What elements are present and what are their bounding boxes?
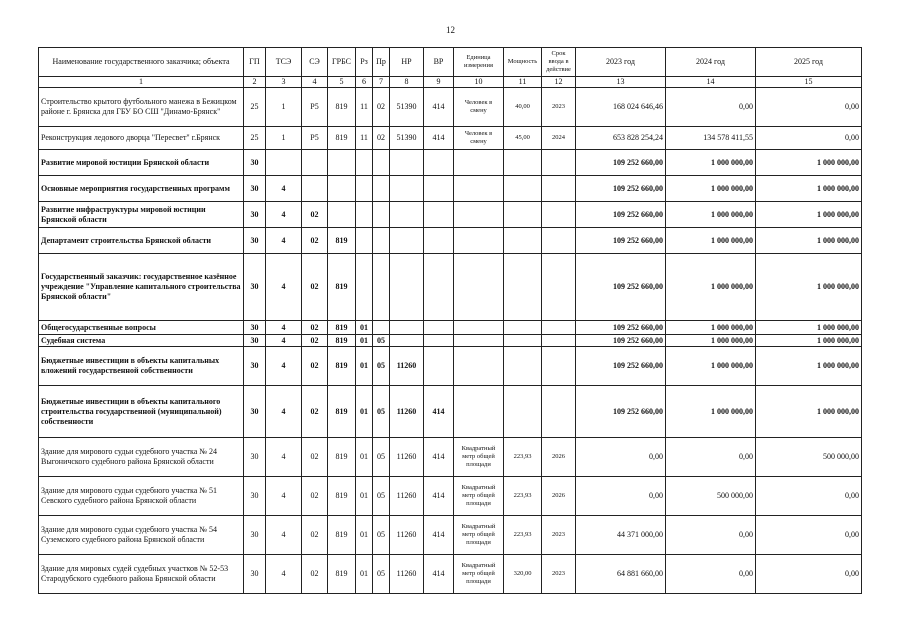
cell-power [504, 176, 542, 202]
cell-vr [424, 228, 454, 254]
cell-2023: 0,00 [576, 477, 666, 516]
col-header-unit: Единица измерения [454, 48, 504, 77]
cell-power [504, 202, 542, 228]
cell-2023: 168 024 646,46 [576, 88, 666, 127]
cell-tse: 4 [266, 202, 302, 228]
cell-nr [390, 176, 424, 202]
cell-pr [373, 202, 390, 228]
cell-power [504, 228, 542, 254]
cell-nr [390, 335, 424, 347]
column-index-row [39, 77, 862, 88]
cell-se: 02 [302, 477, 328, 516]
cell-tse: 4 [266, 555, 302, 594]
cell-term [542, 228, 576, 254]
cell-2025: 1 000 000,00 [756, 202, 862, 228]
cell-se: 02 [302, 321, 328, 335]
cell-nr [390, 254, 424, 321]
cell-gp: 30 [244, 347, 266, 386]
cell-vr [424, 150, 454, 176]
cell-power [504, 254, 542, 321]
cell-vr: 414 [424, 555, 454, 594]
cell-term [542, 254, 576, 321]
cell-pr: 02 [373, 127, 390, 150]
cell-2024: 1 000 000,00 [666, 347, 756, 386]
cell-rz [356, 150, 373, 176]
table-row [39, 202, 862, 228]
cell-pr [373, 150, 390, 176]
cell-2024: 134 578 411,55 [666, 127, 756, 150]
cell-power [504, 335, 542, 347]
cell-tse: 4 [266, 438, 302, 477]
cell-grbs: 819 [328, 386, 356, 438]
cell-vr [424, 254, 454, 321]
cell-2025: 0,00 [756, 516, 862, 555]
cell-se: 02 [302, 228, 328, 254]
cell-power: 320,00 [504, 555, 542, 594]
cell-unit [454, 254, 504, 321]
cell-2025: 1 000 000,00 [756, 254, 862, 321]
cell-2025: 1 000 000,00 [756, 335, 862, 347]
cell-2023: 109 252 660,00 [576, 386, 666, 438]
cell-2023: 109 252 660,00 [576, 202, 666, 228]
cell-tse: 4 [266, 254, 302, 321]
cell-gp: 30 [244, 202, 266, 228]
col-header-tse: ТСЭ [266, 48, 302, 77]
cell-term: 2023 [542, 88, 576, 127]
cell-vr [424, 202, 454, 228]
cell-power: 223,93 [504, 438, 542, 477]
cell-power [504, 150, 542, 176]
cell-gp: 30 [244, 254, 266, 321]
cell-2024: 1 000 000,00 [666, 176, 756, 202]
cell-2023: 109 252 660,00 [576, 321, 666, 335]
cell-tse: 1 [266, 127, 302, 150]
cell-2024: 0,00 [666, 88, 756, 127]
cell-gp: 30 [244, 321, 266, 335]
col-header-rz: Рз [356, 48, 373, 77]
cell-grbs: 819 [328, 127, 356, 150]
cell-name: Развитие инфраструктуры мировой юстиции Брянской области [39, 202, 244, 228]
cell-rz: 01 [356, 347, 373, 386]
cell-vr [424, 335, 454, 347]
cell-term [542, 202, 576, 228]
cell-term [542, 386, 576, 438]
cell-unit: Квадратный метр общей площади [454, 438, 504, 477]
cell-2023: 109 252 660,00 [576, 254, 666, 321]
col-index: 13 [576, 77, 666, 88]
table-row [39, 555, 862, 594]
cell-2024: 500 000,00 [666, 477, 756, 516]
cell-pr: 05 [373, 335, 390, 347]
cell-tse: 4 [266, 477, 302, 516]
col-header-2024: 2024 год [666, 48, 756, 77]
cell-power [504, 321, 542, 335]
cell-vr [424, 321, 454, 335]
cell-vr: 414 [424, 438, 454, 477]
cell-rz [356, 228, 373, 254]
cell-unit: Квадратный метр общей площади [454, 555, 504, 594]
cell-unit: Человек в смену [454, 88, 504, 127]
table-row [39, 386, 862, 438]
cell-name: Здание для мирового судьи судебного участка № 51 Севского судебного района Брянской области [39, 477, 244, 516]
cell-unit [454, 386, 504, 438]
cell-rz: 01 [356, 438, 373, 477]
cell-2025: 0,00 [756, 555, 862, 594]
cell-unit: Квадратный метр общей площади [454, 477, 504, 516]
col-index: 15 [756, 77, 862, 88]
cell-2025: 1 000 000,00 [756, 176, 862, 202]
cell-term: 2026 [542, 438, 576, 477]
col-header-grbs: ГРБС [328, 48, 356, 77]
cell-name: Основные мероприятия государственных программ [39, 176, 244, 202]
cell-term: 2024 [542, 127, 576, 150]
table-row [39, 438, 862, 477]
cell-term: 2026 [542, 477, 576, 516]
col-index: 1 [39, 77, 244, 88]
cell-grbs: 819 [328, 555, 356, 594]
cell-nr [390, 228, 424, 254]
cell-tse: 4 [266, 386, 302, 438]
cell-term [542, 321, 576, 335]
page-number: 12 [446, 25, 455, 35]
cell-2023: 0,00 [576, 438, 666, 477]
col-header-2023: 2023 год [576, 48, 666, 77]
cell-nr: 11260 [390, 477, 424, 516]
cell-name: Государственный заказчик: государственное казённое учреждение "Управление капитального строительства Брянской области" [39, 254, 244, 321]
cell-name: Судебная система [39, 335, 244, 347]
cell-unit: Квадратный метр общей площади [454, 516, 504, 555]
cell-grbs [328, 176, 356, 202]
cell-unit [454, 202, 504, 228]
cell-gp: 30 [244, 228, 266, 254]
cell-unit [454, 321, 504, 335]
cell-2025: 1 000 000,00 [756, 386, 862, 438]
cell-power: 40,00 [504, 88, 542, 127]
cell-nr: 11260 [390, 555, 424, 594]
col-index: 4 [302, 77, 328, 88]
table-row [39, 176, 862, 202]
cell-name: Здание для мирового судьи судебного участка № 24 Выгоничского судебного района Брянской области [39, 438, 244, 477]
cell-se: 02 [302, 202, 328, 228]
cell-nr: 11260 [390, 516, 424, 555]
cell-term [542, 176, 576, 202]
cell-rz [356, 176, 373, 202]
cell-grbs: 819 [328, 516, 356, 555]
cell-grbs [328, 150, 356, 176]
cell-name: Здание для мирового судьи судебного участка № 54 Суземского судебного района Брянской области [39, 516, 244, 555]
cell-nr: 11260 [390, 386, 424, 438]
cell-nr: 51390 [390, 88, 424, 127]
cell-power: 223,93 [504, 516, 542, 555]
cell-gp: 30 [244, 386, 266, 438]
cell-rz: 01 [356, 516, 373, 555]
cell-rz [356, 254, 373, 321]
cell-2023: 109 252 660,00 [576, 228, 666, 254]
cell-vr [424, 176, 454, 202]
table-row [39, 321, 862, 335]
cell-pr: 05 [373, 477, 390, 516]
cell-nr: 11260 [390, 438, 424, 477]
cell-2024: 0,00 [666, 555, 756, 594]
col-header-term: Срок ввода в действие [542, 48, 576, 77]
col-index: 11 [504, 77, 542, 88]
cell-se [302, 150, 328, 176]
cell-power [504, 347, 542, 386]
cell-name: Здание для мировых судей судебных участков № 52-53 Стародубского судебного района Брянской области [39, 555, 244, 594]
cell-2024: 0,00 [666, 438, 756, 477]
cell-pr: 05 [373, 438, 390, 477]
cell-tse: 4 [266, 516, 302, 555]
cell-2023: 653 828 254,24 [576, 127, 666, 150]
cell-se [302, 176, 328, 202]
cell-vr: 414 [424, 386, 454, 438]
cell-2023: 109 252 660,00 [576, 150, 666, 176]
cell-grbs: 819 [328, 477, 356, 516]
cell-gp: 25 [244, 88, 266, 127]
header-row [39, 48, 862, 77]
table-row [39, 347, 862, 386]
cell-name: Реконструкция ледового дворца "Пересвет" г.Брянск [39, 127, 244, 150]
cell-gp: 30 [244, 477, 266, 516]
cell-2025: 500 000,00 [756, 438, 862, 477]
table-row [39, 254, 862, 321]
cell-2025: 1 000 000,00 [756, 321, 862, 335]
cell-pr [373, 254, 390, 321]
cell-vr [424, 347, 454, 386]
cell-grbs: 819 [328, 335, 356, 347]
cell-se: 02 [302, 335, 328, 347]
table-row [39, 150, 862, 176]
cell-unit [454, 347, 504, 386]
cell-nr [390, 321, 424, 335]
cell-grbs: 819 [328, 438, 356, 477]
cell-vr: 414 [424, 516, 454, 555]
cell-gp: 30 [244, 176, 266, 202]
cell-2024: 1 000 000,00 [666, 386, 756, 438]
cell-2024: 0,00 [666, 516, 756, 555]
cell-name: Развитие мировой юстиции Брянской области [39, 150, 244, 176]
cell-rz: 01 [356, 321, 373, 335]
col-header-2025: 2025 год [756, 48, 862, 77]
col-header-gp: ГП [244, 48, 266, 77]
cell-rz: 01 [356, 335, 373, 347]
cell-gp: 30 [244, 438, 266, 477]
cell-tse [266, 150, 302, 176]
cell-2024: 1 000 000,00 [666, 335, 756, 347]
cell-name: Бюджетные инвестиции в объекты капитального строительства государственной (муниципальной) собственности [39, 386, 244, 438]
cell-name: Строительство крытого футбольного манежа в Бежицком районе г. Брянска для ГБУ БО СШ "Динамо-Брянск" [39, 88, 244, 127]
col-index: 9 [424, 77, 454, 88]
col-header-pr: Пр [373, 48, 390, 77]
cell-2024: 1 000 000,00 [666, 228, 756, 254]
cell-rz: 01 [356, 555, 373, 594]
cell-gp: 30 [244, 335, 266, 347]
cell-2024: 1 000 000,00 [666, 321, 756, 335]
cell-se: 02 [302, 254, 328, 321]
cell-se: 02 [302, 555, 328, 594]
cell-nr [390, 202, 424, 228]
cell-2025: 0,00 [756, 88, 862, 127]
table-row [39, 127, 862, 150]
cell-2025: 1 000 000,00 [756, 150, 862, 176]
cell-name: Департамент строительства Брянской области [39, 228, 244, 254]
cell-pr: 02 [373, 88, 390, 127]
cell-term: 2023 [542, 516, 576, 555]
cell-tse: 4 [266, 228, 302, 254]
cell-pr [373, 228, 390, 254]
cell-vr: 414 [424, 88, 454, 127]
table-row [39, 88, 862, 127]
cell-2025: 0,00 [756, 477, 862, 516]
cell-nr [390, 150, 424, 176]
cell-grbs: 819 [328, 228, 356, 254]
cell-2024: 1 000 000,00 [666, 150, 756, 176]
table-row [39, 477, 862, 516]
cell-power: 45,00 [504, 127, 542, 150]
cell-gp: 30 [244, 555, 266, 594]
cell-pr: 05 [373, 555, 390, 594]
table-row [39, 228, 862, 254]
cell-gp: 25 [244, 127, 266, 150]
cell-2023: 109 252 660,00 [576, 347, 666, 386]
cell-pr: 05 [373, 386, 390, 438]
table-row [39, 516, 862, 555]
cell-pr: 05 [373, 516, 390, 555]
cell-gp: 30 [244, 150, 266, 176]
cell-term [542, 150, 576, 176]
cell-tse: 4 [266, 335, 302, 347]
col-index: 2 [244, 77, 266, 88]
investment-table [38, 47, 862, 594]
cell-2023: 64 881 660,00 [576, 555, 666, 594]
cell-2024: 1 000 000,00 [666, 202, 756, 228]
cell-rz: 11 [356, 127, 373, 150]
cell-pr [373, 321, 390, 335]
cell-name: Бюджетные инвестиции в объекты капитальных вложений государственной собственности [39, 347, 244, 386]
cell-2024: 1 000 000,00 [666, 254, 756, 321]
cell-power: 223,93 [504, 477, 542, 516]
table-row [39, 335, 862, 347]
col-index: 5 [328, 77, 356, 88]
cell-se: 02 [302, 386, 328, 438]
cell-pr [373, 176, 390, 202]
col-header-se: СЭ [302, 48, 328, 77]
cell-unit [454, 150, 504, 176]
cell-se: 02 [302, 516, 328, 555]
cell-2025: 1 000 000,00 [756, 228, 862, 254]
col-index: 3 [266, 77, 302, 88]
cell-rz: 01 [356, 386, 373, 438]
cell-tse: 4 [266, 321, 302, 335]
cell-2023: 44 371 000,00 [576, 516, 666, 555]
cell-se: 02 [302, 438, 328, 477]
cell-unit [454, 176, 504, 202]
cell-term [542, 335, 576, 347]
cell-2023: 109 252 660,00 [576, 335, 666, 347]
cell-term: 2023 [542, 555, 576, 594]
col-index: 8 [390, 77, 424, 88]
cell-unit [454, 335, 504, 347]
cell-tse: 4 [266, 347, 302, 386]
table-body [39, 88, 862, 594]
col-index: 12 [542, 77, 576, 88]
cell-grbs: 819 [328, 254, 356, 321]
cell-grbs [328, 202, 356, 228]
cell-grbs: 819 [328, 321, 356, 335]
cell-name: Общегосударственные вопросы [39, 321, 244, 335]
cell-rz: 11 [356, 88, 373, 127]
cell-vr: 414 [424, 127, 454, 150]
col-header-power: Мощность [504, 48, 542, 77]
cell-se: P5 [302, 88, 328, 127]
col-index: 6 [356, 77, 373, 88]
cell-grbs: 819 [328, 88, 356, 127]
cell-unit: Человек в смену [454, 127, 504, 150]
cell-2025: 0,00 [756, 127, 862, 150]
col-header-nr: НР [390, 48, 424, 77]
cell-2023: 109 252 660,00 [576, 176, 666, 202]
col-index: 14 [666, 77, 756, 88]
cell-nr: 11260 [390, 347, 424, 386]
col-header-name: Наименование государственного заказчика; объекта [39, 48, 244, 77]
cell-nr: 51390 [390, 127, 424, 150]
cell-power [504, 386, 542, 438]
cell-term [542, 347, 576, 386]
cell-pr: 05 [373, 347, 390, 386]
cell-rz [356, 202, 373, 228]
cell-se: P5 [302, 127, 328, 150]
col-header-vr: ВР [424, 48, 454, 77]
col-index: 10 [454, 77, 504, 88]
cell-tse: 1 [266, 88, 302, 127]
cell-2025: 1 000 000,00 [756, 347, 862, 386]
cell-se: 02 [302, 347, 328, 386]
cell-grbs: 819 [328, 347, 356, 386]
cell-vr: 414 [424, 477, 454, 516]
cell-gp: 30 [244, 516, 266, 555]
cell-rz: 01 [356, 477, 373, 516]
cell-unit [454, 228, 504, 254]
col-index: 7 [373, 77, 390, 88]
cell-tse: 4 [266, 176, 302, 202]
